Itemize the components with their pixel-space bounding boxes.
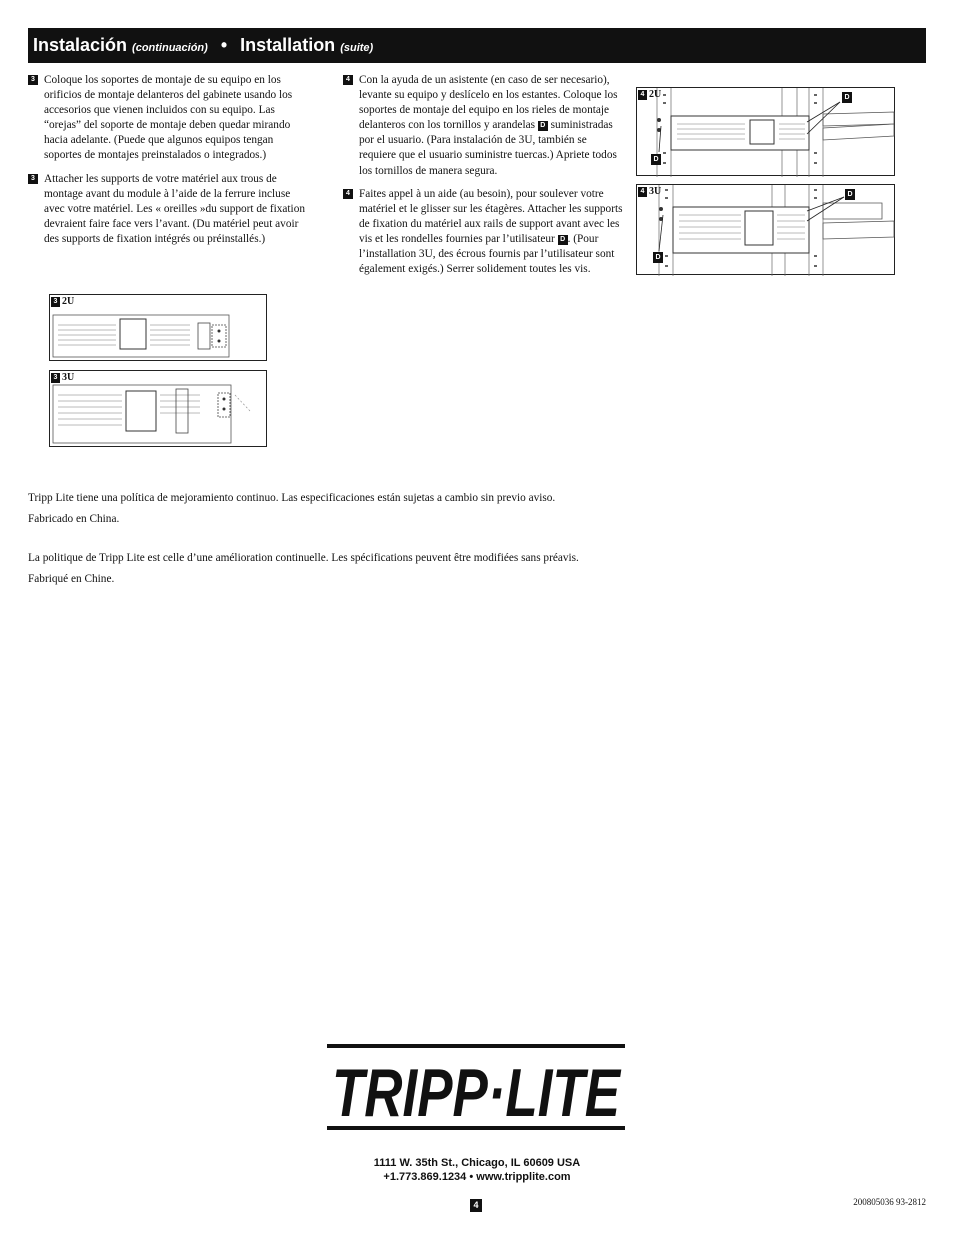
made-in-es: Fabricado en China. bbox=[28, 513, 120, 525]
figure-step4-2u bbox=[636, 87, 895, 176]
policy-notice-es: Tripp Lite tiene una política de mejoramiento continuo. Las especificaciones están sujetas a cambio sin previo aviso. bbox=[28, 492, 556, 504]
title-es: Instalación bbox=[33, 35, 128, 55]
middle-column bbox=[343, 73, 625, 277]
step-text-cont: suministradas por el usuario. (Para instalación de 3U, también se requiere que el usuario suministre tuercas.) Apriete todos los tornillos de manera segura. bbox=[359, 119, 617, 177]
rack-mount-2u-illustration bbox=[637, 88, 896, 177]
title-fr: Installation bbox=[240, 35, 336, 55]
step-text: Attacher les supports de votre matériel aux trous de montage avant du module à l’aide de la ferrure incluse avec votre matériel. Les « oreilles »du support de fixation devraient faire face vers l’avant. (Du matériel peut avoir des supports de fixation intégrés ou préinstallés.) bbox=[44, 172, 305, 245]
figure-step4-3u bbox=[636, 184, 895, 275]
policy-notice-fr: La politique de Tripp Lite est celle d’une amélioration continuelle. Les spécifications peuvent être modifiées sans préavis. bbox=[28, 552, 579, 564]
step-text-cont: . (Pour l’installation 3U, des écrous fournis par l’utilisateur sont également exigés.) Serrer solidement toutes les vis. bbox=[359, 232, 615, 276]
title-bullet: • bbox=[220, 35, 228, 55]
hardware-callout-d: D bbox=[653, 252, 663, 263]
step-4-es bbox=[343, 73, 625, 179]
logo-wordmark: TRIPP·LITE bbox=[332, 1055, 623, 1131]
company-contact: +1.773.869.1234 • www.tripplite.com bbox=[383, 1171, 571, 1183]
subtitle-fr: (suite) bbox=[340, 42, 374, 54]
page-number: 4 bbox=[470, 1199, 482, 1212]
equipment-2u-illustration bbox=[50, 295, 268, 362]
step-number: 4 bbox=[343, 75, 353, 85]
rack-mount-3u-illustration bbox=[637, 185, 896, 276]
hardware-callout-d: D bbox=[845, 189, 855, 200]
section-header bbox=[28, 28, 926, 63]
figure-label: 3 3U bbox=[51, 372, 74, 383]
figure-label: 3 2U bbox=[51, 296, 74, 307]
hardware-callout-badge: D bbox=[558, 235, 568, 245]
equipment-3u-illustration bbox=[50, 371, 268, 448]
hardware-callout-d: D bbox=[651, 154, 661, 165]
figure-label: 4 2U bbox=[638, 89, 661, 100]
hardware-callout-badge: D bbox=[538, 121, 548, 131]
company-address: 1111 W. 35th St., Chicago, IL 60609 USA bbox=[373, 1157, 581, 1169]
made-in-fr: Fabriqué en Chine. bbox=[28, 573, 115, 585]
step-number: 3 bbox=[28, 174, 38, 184]
document-number: 200805036 93-2812 bbox=[853, 1197, 926, 1207]
tripp-lite-logo bbox=[327, 1044, 625, 1134]
step-number: 3 bbox=[28, 75, 38, 85]
step-text: Faites appel à un aide (au besoin), pour soulever votre matériel et le glisser sur les étagères. Attacher les supports de fixation du matériel aux rails de support avant avec les vis et les rondelles fournies par l’utilisateur bbox=[359, 187, 623, 245]
step-number: 4 bbox=[343, 189, 353, 199]
step-3-es bbox=[28, 73, 310, 164]
step-3-fr bbox=[28, 172, 310, 247]
step-text: Con la ayuda de un asistente (en caso de ser necesario), levante su equipo y deslícelo en los estantes. Coloque los soportes de montaje del equipo en los rieles de montaje delanteros con los tornillos y arandelas bbox=[359, 74, 618, 132]
step-4-fr bbox=[343, 187, 625, 278]
left-column bbox=[28, 73, 310, 247]
figure-step3-3u bbox=[49, 370, 267, 447]
step-text: Coloque los soportes de montaje de su equipo en los orificios de montaje delanteros del gabinete usando los accesorios que vienen incluidos con su equipo. Las “orejas” del soporte de montaje deben quedar mirando hacia adelante. (Puede que algunos equipos tengan soportes de montajes preinstalados o integrados.) bbox=[44, 74, 293, 162]
hardware-callout-d: D bbox=[842, 92, 852, 103]
figure-label: 4 3U bbox=[638, 186, 661, 197]
figure-step3-2u bbox=[49, 294, 267, 361]
subtitle-es: (continuación) bbox=[132, 42, 208, 54]
